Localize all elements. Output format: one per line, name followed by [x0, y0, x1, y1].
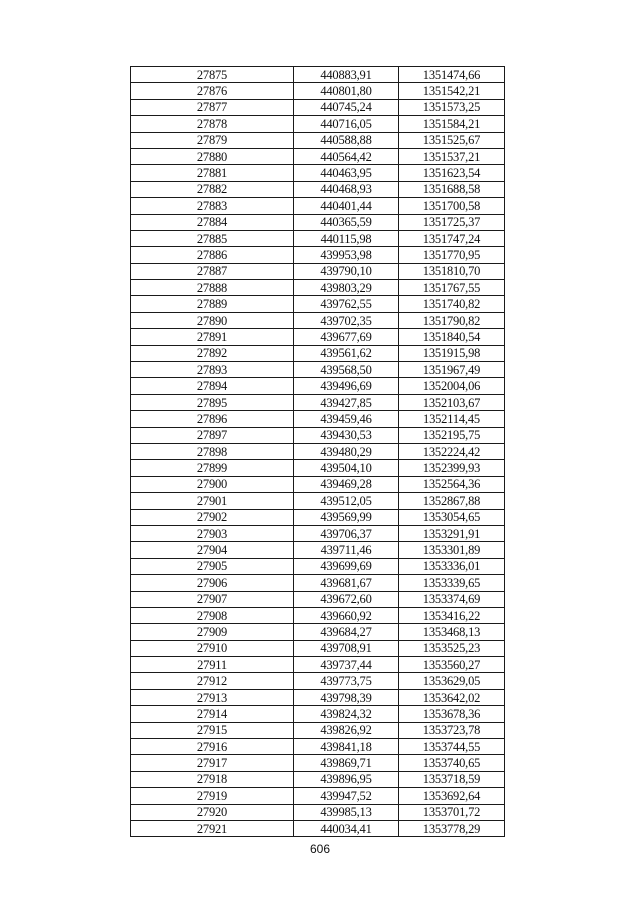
x-coordinate-cell: 439947,52 [294, 788, 399, 804]
point-number-cell: 27909 [131, 624, 294, 640]
y-coordinate-cell: 1351623,54 [399, 165, 505, 181]
table-row [131, 460, 505, 476]
point-number-cell: 27882 [131, 181, 294, 197]
table-row [131, 657, 505, 673]
x-coordinate-cell: 440716,05 [294, 116, 399, 132]
table-row [131, 755, 505, 771]
y-coordinate-cell: 1353560,27 [399, 657, 505, 673]
y-coordinate-cell: 1353374,69 [399, 591, 505, 607]
table-row [131, 329, 505, 345]
y-coordinate-cell: 1353629,05 [399, 673, 505, 689]
x-coordinate-cell: 440883,91 [294, 67, 399, 83]
table-row [131, 83, 505, 99]
y-coordinate-cell: 1351584,21 [399, 116, 505, 132]
y-coordinate-cell: 1353692,64 [399, 788, 505, 804]
point-number-cell: 27885 [131, 230, 294, 246]
x-coordinate-cell: 439459,46 [294, 411, 399, 427]
y-coordinate-cell: 1351767,55 [399, 280, 505, 296]
y-coordinate-cell: 1353054,65 [399, 509, 505, 525]
x-coordinate-cell: 439561,62 [294, 345, 399, 361]
x-coordinate-cell: 439790,10 [294, 263, 399, 279]
y-coordinate-cell: 1352195,75 [399, 427, 505, 443]
point-number-cell: 27912 [131, 673, 294, 689]
point-number-cell: 27880 [131, 148, 294, 164]
x-coordinate-cell: 439496,69 [294, 378, 399, 394]
x-coordinate-cell: 439568,50 [294, 362, 399, 378]
y-coordinate-cell: 1351790,82 [399, 312, 505, 328]
x-coordinate-cell: 439896,95 [294, 771, 399, 787]
y-coordinate-cell: 1353416,22 [399, 607, 505, 623]
table-row [131, 362, 505, 378]
y-coordinate-cell: 1351525,67 [399, 132, 505, 148]
x-coordinate-cell: 439826,92 [294, 722, 399, 738]
y-coordinate-cell: 1351840,54 [399, 329, 505, 345]
x-coordinate-cell: 440745,24 [294, 99, 399, 115]
table-row [131, 427, 505, 443]
point-number-cell: 27891 [131, 329, 294, 345]
x-coordinate-cell: 439824,32 [294, 706, 399, 722]
x-coordinate-cell: 439762,55 [294, 296, 399, 312]
point-number-cell: 27893 [131, 362, 294, 378]
table-row [131, 689, 505, 705]
table-row [131, 771, 505, 787]
table-row [131, 804, 505, 820]
point-number-cell: 27878 [131, 116, 294, 132]
y-coordinate-cell: 1352224,42 [399, 443, 505, 459]
point-number-cell: 27915 [131, 722, 294, 738]
y-coordinate-cell: 1353468,13 [399, 624, 505, 640]
table-row [131, 558, 505, 574]
table-row [131, 67, 505, 83]
point-number-cell: 27881 [131, 165, 294, 181]
table-row [131, 247, 505, 263]
x-coordinate-cell: 439569,99 [294, 509, 399, 525]
y-coordinate-cell: 1351700,58 [399, 198, 505, 214]
point-number-cell: 27913 [131, 689, 294, 705]
table-row [131, 739, 505, 755]
table-row [131, 624, 505, 640]
x-coordinate-cell: 440115,98 [294, 230, 399, 246]
table-row [131, 280, 505, 296]
table-row [131, 542, 505, 558]
y-coordinate-cell: 1351537,21 [399, 148, 505, 164]
table-row [131, 591, 505, 607]
y-coordinate-cell: 1353525,23 [399, 640, 505, 656]
table-row [131, 165, 505, 181]
table-row [131, 394, 505, 410]
y-coordinate-cell: 1352004,06 [399, 378, 505, 394]
x-coordinate-cell: 439684,27 [294, 624, 399, 640]
point-number-cell: 27879 [131, 132, 294, 148]
table-row [131, 230, 505, 246]
y-coordinate-cell: 1352564,36 [399, 476, 505, 492]
x-coordinate-cell: 439480,29 [294, 443, 399, 459]
table-row [131, 525, 505, 541]
y-coordinate-cell: 1352399,93 [399, 460, 505, 476]
point-number-cell: 27919 [131, 788, 294, 804]
table-row [131, 640, 505, 656]
table-row [131, 116, 505, 132]
y-coordinate-cell: 1353336,01 [399, 558, 505, 574]
x-coordinate-cell: 440564,42 [294, 148, 399, 164]
table-row [131, 788, 505, 804]
point-number-cell: 27902 [131, 509, 294, 525]
x-coordinate-cell: 440801,80 [294, 83, 399, 99]
table-row [131, 607, 505, 623]
point-number-cell: 27916 [131, 739, 294, 755]
table-row [131, 198, 505, 214]
y-coordinate-cell: 1351474,66 [399, 67, 505, 83]
x-coordinate-cell: 439469,28 [294, 476, 399, 492]
point-number-cell: 27892 [131, 345, 294, 361]
point-number-cell: 27889 [131, 296, 294, 312]
x-coordinate-cell: 439985,13 [294, 804, 399, 820]
y-coordinate-cell: 1353301,89 [399, 542, 505, 558]
y-coordinate-cell: 1352103,67 [399, 394, 505, 410]
point-number-cell: 27896 [131, 411, 294, 427]
y-coordinate-cell: 1351810,70 [399, 263, 505, 279]
table-row [131, 722, 505, 738]
x-coordinate-cell: 440034,41 [294, 820, 399, 836]
table-row [131, 443, 505, 459]
table-row [131, 263, 505, 279]
table-row [131, 312, 505, 328]
x-coordinate-cell: 439504,10 [294, 460, 399, 476]
x-coordinate-cell: 439699,69 [294, 558, 399, 574]
y-coordinate-cell: 1353718,59 [399, 771, 505, 787]
point-number-cell: 27890 [131, 312, 294, 328]
y-coordinate-cell: 1353744,55 [399, 739, 505, 755]
point-number-cell: 27894 [131, 378, 294, 394]
point-number-cell: 27914 [131, 706, 294, 722]
y-coordinate-cell: 1353642,02 [399, 689, 505, 705]
table-row [131, 493, 505, 509]
y-coordinate-cell: 1351967,49 [399, 362, 505, 378]
table-row [131, 411, 505, 427]
x-coordinate-cell: 439798,39 [294, 689, 399, 705]
table-row [131, 673, 505, 689]
x-coordinate-cell: 439773,75 [294, 673, 399, 689]
point-number-cell: 27886 [131, 247, 294, 263]
y-coordinate-cell: 1351747,24 [399, 230, 505, 246]
point-number-cell: 27907 [131, 591, 294, 607]
point-number-cell: 27877 [131, 99, 294, 115]
x-coordinate-cell: 439706,37 [294, 525, 399, 541]
table-row [131, 509, 505, 525]
table-row [131, 706, 505, 722]
table-row [131, 296, 505, 312]
table-row [131, 476, 505, 492]
x-coordinate-cell: 439711,46 [294, 542, 399, 558]
point-number-cell: 27921 [131, 820, 294, 836]
y-coordinate-cell: 1351542,21 [399, 83, 505, 99]
table-row [131, 345, 505, 361]
point-number-cell: 27899 [131, 460, 294, 476]
y-coordinate-cell: 1353723,78 [399, 722, 505, 738]
point-number-cell: 27875 [131, 67, 294, 83]
point-number-cell: 27904 [131, 542, 294, 558]
table-row [131, 148, 505, 164]
y-coordinate-cell: 1351770,95 [399, 247, 505, 263]
point-number-cell: 27920 [131, 804, 294, 820]
point-number-cell: 27903 [131, 525, 294, 541]
table-row [131, 378, 505, 394]
point-number-cell: 27901 [131, 493, 294, 509]
x-coordinate-cell: 439672,60 [294, 591, 399, 607]
point-number-cell: 27895 [131, 394, 294, 410]
point-number-cell: 27876 [131, 83, 294, 99]
y-coordinate-cell: 1353291,91 [399, 525, 505, 541]
point-number-cell: 27900 [131, 476, 294, 492]
point-number-cell: 27897 [131, 427, 294, 443]
y-coordinate-cell: 1353678,36 [399, 706, 505, 722]
x-coordinate-cell: 439512,05 [294, 493, 399, 509]
point-number-cell: 27884 [131, 214, 294, 230]
x-coordinate-cell: 440463,95 [294, 165, 399, 181]
table-row [131, 575, 505, 591]
point-number-cell: 27906 [131, 575, 294, 591]
y-coordinate-cell: 1353740,65 [399, 755, 505, 771]
x-coordinate-cell: 439737,44 [294, 657, 399, 673]
x-coordinate-cell: 439803,29 [294, 280, 399, 296]
y-coordinate-cell: 1353778,29 [399, 820, 505, 836]
point-number-cell: 27908 [131, 607, 294, 623]
x-coordinate-cell: 439708,91 [294, 640, 399, 656]
x-coordinate-cell: 439677,69 [294, 329, 399, 345]
y-coordinate-cell: 1351573,25 [399, 99, 505, 115]
point-number-cell: 27883 [131, 198, 294, 214]
x-coordinate-cell: 440365,59 [294, 214, 399, 230]
y-coordinate-cell: 1352867,88 [399, 493, 505, 509]
point-number-cell: 27898 [131, 443, 294, 459]
point-number-cell: 27917 [131, 755, 294, 771]
y-coordinate-cell: 1353701,72 [399, 804, 505, 820]
table-row [131, 99, 505, 115]
table-row [131, 132, 505, 148]
x-coordinate-cell: 439702,35 [294, 312, 399, 328]
x-coordinate-cell: 439430,53 [294, 427, 399, 443]
table-row [131, 214, 505, 230]
y-coordinate-cell: 1353339,65 [399, 575, 505, 591]
x-coordinate-cell: 439869,71 [294, 755, 399, 771]
x-coordinate-cell: 439953,98 [294, 247, 399, 263]
y-coordinate-cell: 1351740,82 [399, 296, 505, 312]
y-coordinate-cell: 1351725,37 [399, 214, 505, 230]
x-coordinate-cell: 439841,18 [294, 739, 399, 755]
x-coordinate-cell: 440468,93 [294, 181, 399, 197]
table-row [131, 181, 505, 197]
page-number: 606 [309, 842, 331, 856]
y-coordinate-cell: 1351915,98 [399, 345, 505, 361]
coordinates-table [130, 66, 505, 837]
point-number-cell: 27911 [131, 657, 294, 673]
x-coordinate-cell: 439427,85 [294, 394, 399, 410]
point-number-cell: 27905 [131, 558, 294, 574]
y-coordinate-cell: 1351688,58 [399, 181, 505, 197]
x-coordinate-cell: 440588,88 [294, 132, 399, 148]
point-number-cell: 27887 [131, 263, 294, 279]
point-number-cell: 27888 [131, 280, 294, 296]
table-row [131, 820, 505, 836]
coordinates-table-body [131, 67, 505, 837]
point-number-cell: 27910 [131, 640, 294, 656]
x-coordinate-cell: 439681,67 [294, 575, 399, 591]
y-coordinate-cell: 1352114,45 [399, 411, 505, 427]
x-coordinate-cell: 439660,92 [294, 607, 399, 623]
point-number-cell: 27918 [131, 771, 294, 787]
x-coordinate-cell: 440401,44 [294, 198, 399, 214]
